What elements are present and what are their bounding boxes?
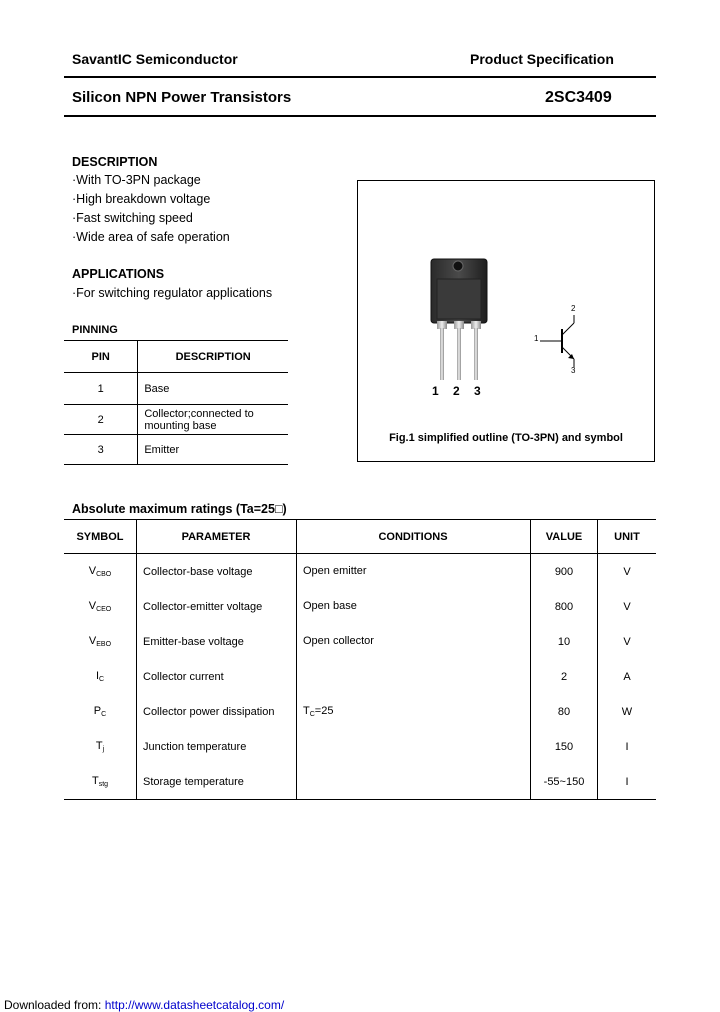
pin-desc-header: DESCRIPTION	[138, 341, 288, 373]
part-number: 2SC3409	[545, 89, 612, 106]
condition-text: Open emitter	[303, 565, 367, 577]
condition-text: Open collector	[303, 635, 374, 647]
table-row	[64, 659, 656, 694]
symbol-subscript: C	[99, 676, 105, 683]
unit-header: UNIT	[598, 520, 657, 554]
condition-text: Open base	[303, 600, 357, 612]
value-cell: 2	[531, 659, 598, 694]
unit-cell: I	[625, 740, 629, 753]
pinning-table	[64, 340, 288, 465]
header-rule-top	[64, 76, 656, 78]
description-title: DESCRIPTION	[72, 155, 158, 169]
symbol-subscript: CEO	[96, 606, 112, 613]
pin-description: Collector;connected to mounting base	[138, 405, 288, 435]
symbol-cell	[64, 764, 137, 800]
header-rule-bottom	[64, 115, 656, 117]
symbol-cell	[64, 624, 137, 659]
description-item: ·With TO-3PN package	[72, 173, 201, 187]
value-cell: -55~150	[531, 764, 598, 800]
symbol-cell	[64, 729, 137, 764]
table-row	[64, 373, 288, 405]
parameter-cell: Collector-emitter voltage	[137, 589, 297, 624]
pinning-title: PINNING	[72, 324, 118, 336]
conditions-cell	[297, 624, 531, 659]
table-row	[64, 764, 656, 800]
applications-item: ·For switching regulator applications	[72, 286, 273, 300]
conditions-header: CONDITIONS	[297, 520, 531, 554]
table-row	[64, 729, 656, 764]
symbol-subscript: EBO	[96, 641, 112, 648]
table-row	[64, 405, 288, 435]
pin-number: 1	[64, 373, 138, 405]
ratings-table	[64, 519, 656, 800]
symbol-cell	[64, 554, 137, 590]
condition-tail: =25	[314, 705, 334, 717]
condition-text: T	[303, 705, 310, 717]
value-header: VALUE	[531, 520, 598, 554]
transistor-package-illustration	[358, 181, 654, 421]
conditions-cell	[297, 589, 531, 624]
symbol-emitter-label: 3	[571, 366, 576, 375]
package-pin-label: 1	[432, 384, 439, 398]
parameter-cell: Junction temperature	[137, 729, 297, 764]
symbol-subscript: CBO	[96, 571, 112, 578]
symbol-main: V	[88, 600, 97, 612]
symbol-base-label: 1	[534, 334, 539, 343]
symbol-main: P	[93, 705, 102, 717]
parameter-header: PARAMETER	[137, 520, 297, 554]
symbol-subscript: stg	[98, 781, 109, 788]
value-cell: 150	[531, 729, 598, 764]
description-item: ·High breakdown voltage	[72, 192, 211, 206]
description-item: ·Wide area of safe operation	[72, 230, 230, 244]
parameter-cell: Emitter-base voltage	[137, 624, 297, 659]
footer	[4, 998, 284, 1012]
symbol-cell	[64, 659, 137, 694]
description-list	[72, 171, 230, 247]
pin-number: 2	[64, 405, 138, 435]
value-cell: 900	[531, 554, 598, 590]
footer-label: Downloaded from:	[4, 998, 102, 1012]
pin-header: PIN	[64, 341, 138, 373]
figure-box	[357, 180, 655, 462]
unit-cell: W	[621, 705, 633, 718]
symbol-collector-label: 2	[571, 304, 576, 313]
symbol-header: SYMBOL	[64, 520, 137, 554]
pinning-header-row	[64, 341, 288, 373]
conditions-cell	[297, 729, 531, 764]
table-row	[64, 435, 288, 465]
symbol-main: I	[95, 670, 99, 682]
symbol-main: T	[91, 775, 99, 787]
pin-description: Base	[138, 373, 288, 405]
table-row	[64, 624, 656, 659]
conditions-cell	[297, 694, 531, 729]
table-row	[64, 589, 656, 624]
pin-number: 3	[64, 435, 138, 465]
symbol-main: T	[95, 740, 103, 752]
conditions-cell	[297, 659, 531, 694]
applications-title: APPLICATIONS	[72, 267, 165, 281]
symbol-main: V	[88, 565, 97, 577]
ratings-title: Absolute maximum ratings (Ta=25□)	[72, 502, 287, 516]
value-cell: 800	[531, 589, 598, 624]
symbol-cell	[64, 694, 137, 729]
symbol-main: V	[88, 635, 97, 647]
package-pin-label: 3	[474, 384, 481, 398]
condition-subscript: C	[309, 711, 315, 718]
npn-transistor-symbol	[528, 301, 608, 381]
figure-caption: Fig.1 simplified outline (TO-3PN) and symbol	[389, 432, 623, 444]
footer-link[interactable]: http://www.datasheetcatalog.com/	[104, 998, 285, 1012]
symbol-subscript: C	[101, 711, 107, 718]
symbol-subscript: j	[102, 746, 105, 753]
symbol-cell	[64, 589, 137, 624]
unit-cell: I	[598, 764, 657, 800]
parameter-cell: Storage temperature	[137, 764, 297, 800]
conditions-cell	[297, 554, 531, 590]
conditions-cell	[297, 764, 531, 800]
value-cell: 10	[531, 624, 598, 659]
parameter-cell: Collector-base voltage	[137, 554, 297, 590]
pin-description: Emitter	[138, 435, 288, 465]
unit-cell: A	[623, 670, 631, 683]
table-row	[64, 694, 656, 729]
parameter-cell: Collector power dissipation	[137, 694, 297, 729]
ratings-header-row	[64, 520, 656, 554]
doc-type: Product Specification	[470, 51, 614, 67]
company-name: SavantIC Semiconductor	[72, 51, 238, 67]
value-cell: 80	[531, 694, 598, 729]
unit-cell: V	[623, 635, 631, 648]
unit-cell: V	[623, 565, 631, 578]
description-item: ·Fast switching speed	[72, 211, 193, 225]
package-pin-label: 2	[453, 384, 460, 398]
table-row	[64, 554, 656, 590]
product-line: Silicon NPN Power Transistors	[72, 89, 292, 106]
parameter-cell: Collector current	[137, 659, 297, 694]
unit-cell: V	[623, 600, 631, 613]
